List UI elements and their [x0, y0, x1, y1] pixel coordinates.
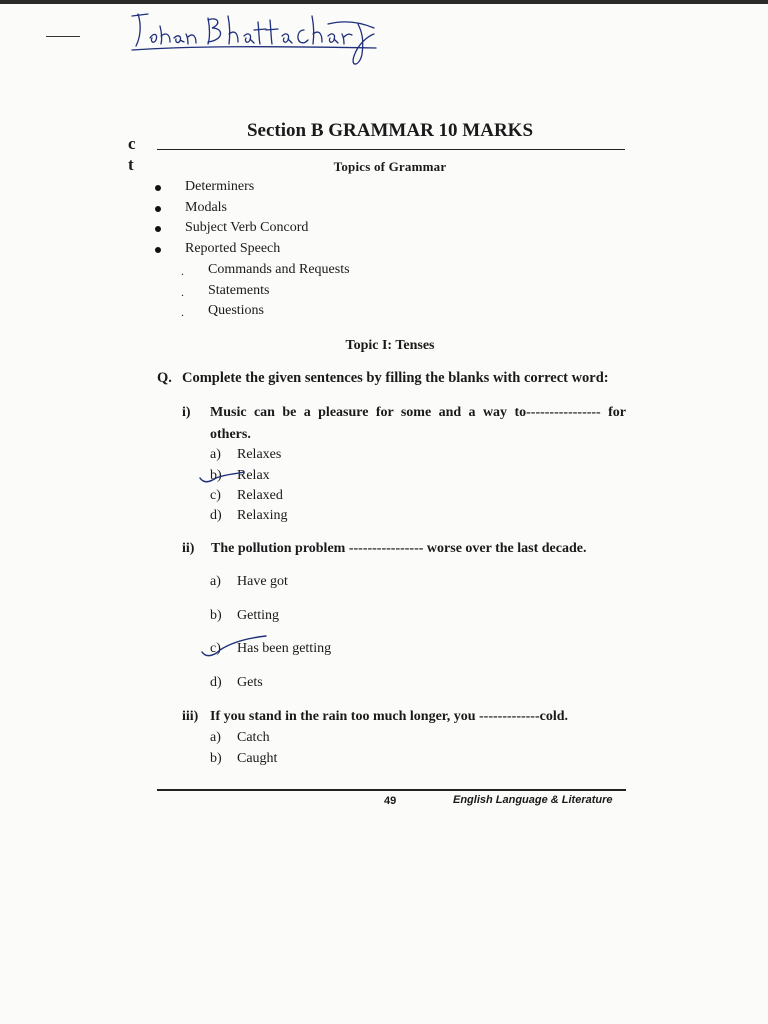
question-instruction: Complete the given sentences by filling the blanks with correct word:: [182, 370, 609, 386]
page-number: 49: [384, 795, 397, 807]
option-text: Catch: [237, 730, 270, 745]
topic-bullet: [185, 241, 280, 257]
sub-dot-icon: .: [181, 305, 184, 319]
option-letter: d): [210, 508, 222, 523]
option-letter: b): [210, 751, 222, 766]
margin-letter-t: t: [128, 155, 134, 174]
topic-bullet: [185, 179, 254, 195]
title-underline: [157, 149, 625, 150]
item-text-line1: The pollution problem ---------------- worse over the last decade.: [211, 541, 587, 556]
item-number: ii): [182, 541, 195, 556]
option: [210, 751, 277, 767]
option-letter: a): [210, 447, 221, 462]
answer-tick-mark-icon: [200, 634, 270, 660]
subtopic-label: Commands and Requests: [208, 262, 350, 277]
subtopic-label: Statements: [208, 283, 270, 298]
page-top-edge: [0, 0, 768, 4]
question-label: Q.: [157, 370, 172, 386]
bullet-dot-icon: [155, 206, 161, 212]
option-letter: a): [210, 574, 221, 589]
option-text: Caught: [237, 751, 278, 766]
handwritten-signature: [128, 4, 378, 70]
topic-label: Modals: [185, 200, 227, 215]
subtopic-item: [181, 303, 264, 319]
subtopic-item: [181, 262, 350, 278]
item-text-line2: others.: [210, 427, 251, 442]
option-text: Have got: [237, 574, 288, 589]
bullet-dot-icon: [155, 247, 161, 253]
option-letter: c): [210, 641, 221, 656]
subtopic-label: Questions: [208, 303, 264, 318]
topics-subtitle: Topics of Grammar: [333, 159, 447, 174]
item-number: iii): [182, 709, 199, 724]
section-title: Section B GRAMMAR 10 MARKS: [246, 120, 534, 141]
option-text: Gets: [237, 675, 263, 690]
topic-heading: Topic I: Tenses: [345, 338, 435, 353]
option: [210, 488, 283, 504]
bullet-dot-icon: [155, 185, 161, 191]
option-letter: b): [210, 468, 222, 483]
sub-dot-icon: .: [181, 264, 184, 278]
subtopic-item: [181, 283, 270, 299]
bullet-dot-icon: [155, 226, 161, 232]
topic-label: Determiners: [185, 179, 255, 194]
topic-label: Reported Speech: [185, 241, 281, 256]
footer-rule: [157, 789, 626, 791]
topic-bullet: [185, 200, 227, 216]
item-text-line1: Music can be a pleasure for some and a way to---------------- for: [210, 405, 626, 420]
option-text: Relaxing: [237, 508, 288, 523]
topic-bullet: [185, 220, 308, 236]
sub-dot-icon: .: [181, 285, 184, 299]
option-letter: a): [210, 730, 221, 745]
answer-tick-mark-icon: [198, 466, 248, 488]
option-text: Getting: [237, 608, 279, 623]
option-letter: b): [210, 608, 222, 623]
item-text-line1: If you stand in the rain too much longer, you -------------cold.: [210, 709, 569, 724]
option: [210, 447, 281, 463]
option: [210, 608, 279, 624]
option-letter: c): [210, 488, 221, 503]
margin-dash: [46, 36, 80, 37]
option: [210, 508, 288, 524]
option-letter: d): [210, 675, 222, 690]
topic-label: Subject Verb Concord: [185, 220, 309, 235]
option: [210, 675, 263, 691]
item-number: i): [182, 405, 191, 420]
option: [210, 730, 270, 746]
option-text: Relaxed: [237, 488, 283, 503]
option-text: Relaxes: [237, 447, 282, 462]
option: [210, 574, 288, 590]
margin-letter-c: c: [128, 134, 136, 153]
option-text: Relax: [237, 468, 270, 483]
footer-book-title: English Language & Literature: [453, 794, 613, 806]
option-text: Has been getting: [237, 641, 332, 656]
